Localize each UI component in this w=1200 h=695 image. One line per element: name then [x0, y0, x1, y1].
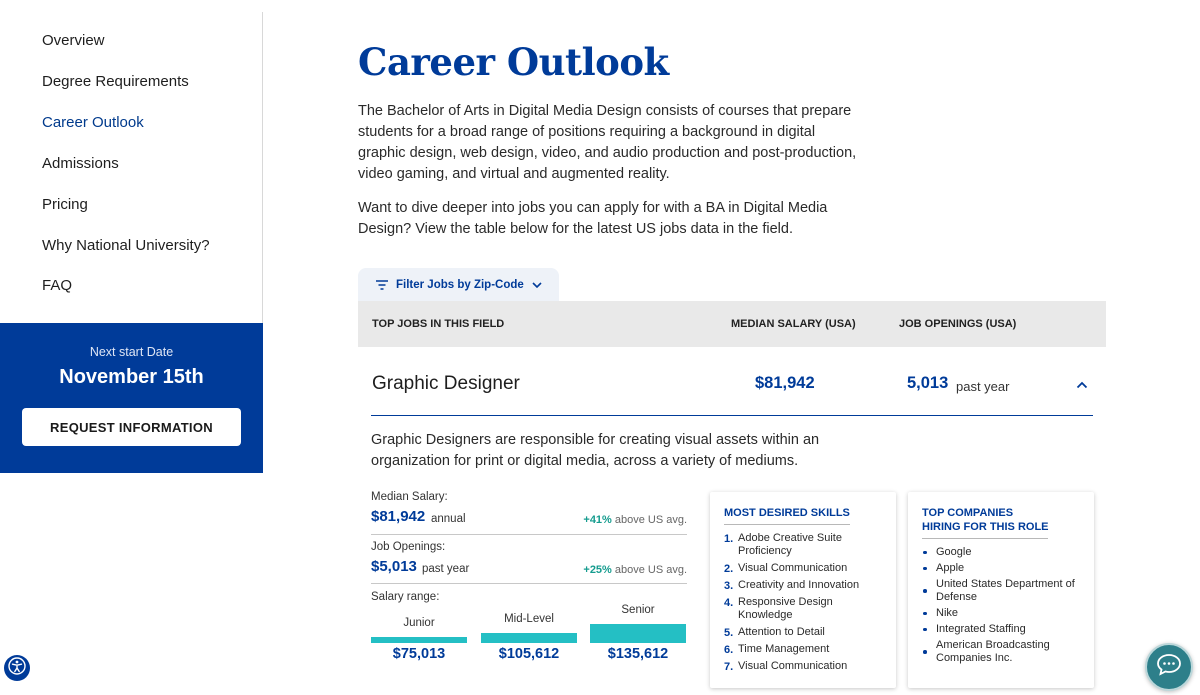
job-openings-stat	[371, 541, 687, 585]
list-item: Integrated Staffing	[922, 623, 1082, 636]
sidebar-item-degree-requirements[interactable]: Degree Requirements	[42, 73, 189, 90]
job-description: Graphic Designers are responsible for creating visual assets within an organization for print or digital media, across a variety of mediums.	[371, 432, 820, 469]
median-salary-pct: +41%	[583, 514, 612, 526]
chat-button[interactable]	[1145, 643, 1193, 691]
accessibility-icon	[8, 657, 26, 680]
top-companies-card	[908, 492, 1094, 688]
list-item: 7. Visual Communication	[724, 660, 848, 673]
stat-divider	[371, 583, 687, 584]
job-openings-suffix: past year	[956, 379, 1010, 394]
list-item: Google	[922, 546, 1082, 559]
job-median-salary: $81,942	[755, 374, 815, 392]
salary-bar-label: Senior	[621, 604, 655, 616]
median-salary-value: $81,942	[371, 508, 426, 525]
list-item: 5. Attention to Detail	[724, 626, 825, 639]
median-salary-label: Median Salary:	[371, 491, 448, 503]
list-item: 4. Responsive Design Knowledge	[724, 596, 833, 621]
salary-range-label: Salary range:	[371, 591, 440, 603]
salary-bar-junior	[371, 637, 467, 643]
job-openings-comparison	[583, 564, 687, 576]
header-top-jobs: TOP JOBS IN THIS FIELD	[372, 318, 505, 330]
median-salary-pct-suffix: above US avg.	[614, 514, 687, 526]
salary-bar-value: $135,612	[607, 646, 669, 662]
sidebar-nav	[0, 12, 263, 324]
job-openings-count: 5,013	[907, 374, 949, 392]
list-item: 1. Adobe Creative Suite Proficiency	[724, 532, 842, 557]
header-job-openings: JOB OPENINGS (USA)	[899, 318, 1017, 330]
request-information-button[interactable]: REQUEST INFORMATION	[22, 408, 241, 446]
job-openings-pct-suffix: above US avg.	[614, 564, 687, 576]
salary-bar-value: $105,612	[498, 646, 560, 662]
page-title: Career Outlook	[358, 40, 669, 84]
sidebar-item-admissions[interactable]: Admissions	[42, 155, 119, 172]
list-item: 2. Visual Communication	[724, 562, 848, 575]
median-salary-suffix: annual	[431, 513, 466, 525]
sidebar-item-overview[interactable]: Overview	[42, 32, 105, 49]
row-divider	[371, 415, 1093, 416]
job-openings-label: Job Openings:	[371, 541, 446, 553]
accessibility-button[interactable]	[4, 655, 30, 681]
stat-divider	[371, 534, 687, 535]
job-row-graphic-designer[interactable]	[358, 348, 1106, 418]
filter-label: Filter Jobs by Zip-Code	[396, 279, 524, 291]
list-item: 6. Time Management	[724, 643, 830, 656]
skills-title-underline	[724, 524, 850, 525]
job-title: Graphic Designer	[372, 373, 520, 394]
header-median-salary: MEDIAN SALARY (USA)	[731, 318, 856, 330]
list-item: United States Department of Defense	[922, 578, 1082, 604]
intro-paragraph-2: Want to dive deeper into jobs you can apply for with a BA in Digital Media Design? View the table below for the latest US jobs data in the field.	[358, 200, 828, 237]
list-item: Apple	[922, 562, 1082, 575]
next-start-label: Next start Date	[89, 345, 174, 359]
next-start-date: November 15th	[59, 366, 204, 388]
companies-title-underline	[922, 538, 1048, 539]
job-openings-value: $5,013	[371, 558, 417, 575]
salary-bar-label: Mid-Level	[504, 613, 554, 626]
skills-list	[724, 532, 874, 673]
salary-bar-value: $75,013	[392, 646, 446, 662]
chat-icon	[1156, 653, 1182, 682]
sidebar-item-pricing[interactable]: Pricing	[42, 196, 88, 213]
job-openings-stat-suffix: past year	[422, 563, 470, 575]
sidebar-item-career-outlook[interactable]: Career Outlook	[42, 114, 144, 131]
salary-bar-mid-level	[481, 633, 577, 643]
companies-list	[922, 546, 1082, 665]
median-salary-comparison	[583, 514, 687, 526]
next-start-panel	[0, 323, 263, 473]
job-openings-pct: +25%	[583, 564, 612, 576]
filter-by-zip-button[interactable]	[358, 268, 559, 302]
salary-bar-senior	[590, 624, 686, 643]
skills-title: MOST DESIRED SKILLS	[724, 507, 850, 519]
intro-paragraph: The Bachelor of Arts in Digital Media Design consists of courses that prepare students for a broad range of positions requiring a background in digital graphic design, web design, video, and audio production and post-production, video gaming, and virtual and augmented reality.	[358, 103, 857, 182]
companies-title: TOP COMPANIES HIRING FOR THIS ROLE	[922, 507, 1049, 533]
most-desired-skills-card	[710, 492, 896, 688]
salary-bar-label: Junior	[403, 617, 435, 629]
sidebar-item-why-national-university[interactable]: Why National University?	[42, 237, 210, 254]
chevron-down-icon	[532, 282, 542, 288]
sidebar-item-faq[interactable]: FAQ	[42, 277, 73, 294]
filter-icon	[376, 280, 388, 290]
list-item: 3. Creativity and Innovation	[724, 579, 860, 592]
chevron-up-icon[interactable]	[1076, 376, 1088, 394]
jobs-table-header	[358, 301, 1106, 347]
list-item: Nike	[922, 607, 1082, 620]
list-item: American Broadcasting Companies Inc.	[922, 639, 1062, 665]
median-salary-stat	[371, 491, 687, 535]
